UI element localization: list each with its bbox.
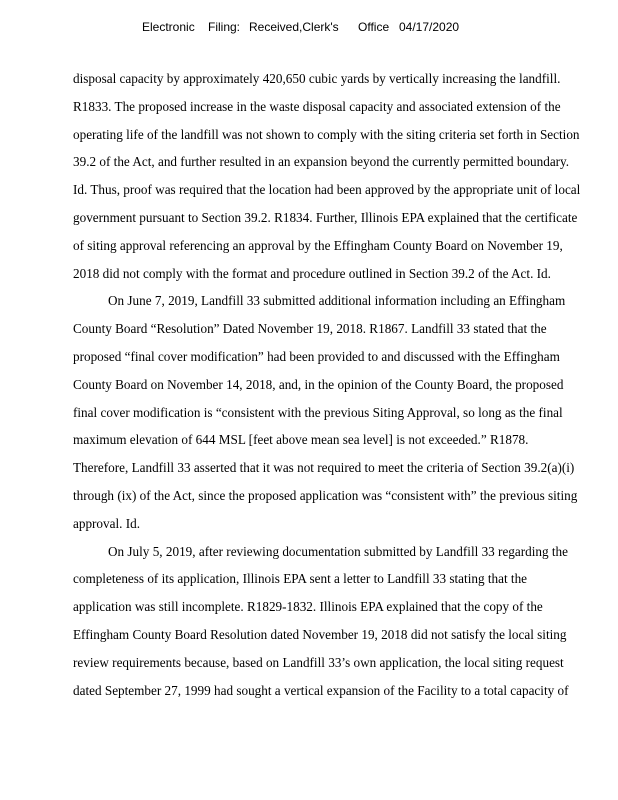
text-line: through (ix) of the Act, since the proposed application was “consistent with” the previous siting	[73, 488, 578, 503]
text-line: County Board on November 14, 2018, and, in the opinion of the County Board, the proposed	[73, 376, 564, 392]
text-line: operating life of the landfill was not shown to comply with the siting criteria set forth in Section	[73, 126, 580, 142]
header-word: Electronic	[142, 20, 195, 34]
text-line: On July 5, 2019, after reviewing documentation submitted by Landfill 33 regarding the	[108, 543, 568, 559]
header-word: Office	[358, 20, 390, 34]
filing-date: 04/17/2020	[399, 20, 460, 34]
text-line: R1833. The proposed increase in the waste disposal capacity and associated extension of the	[73, 98, 561, 114]
text-line: completeness of its application, Illinois EPA sent a letter to Landfill 33 stating that the	[73, 571, 528, 587]
header-word: Filing:	[208, 20, 241, 34]
text-line: County Board “Resolution” Dated November 19, 2018. R1867. Landfill 33 stated that the	[73, 321, 547, 337]
text-line: of siting approval referencing an approval by the Effingham County Board on November 19,	[73, 237, 563, 253]
text-line: Effingham County Board Resolution dated November 19, 2018 did not satisfy the local siting	[73, 627, 567, 642]
text-line: Therefore, Landfill 33 asserted that it was not required to meet the criteria of Section 39.2(a)(i)	[73, 460, 575, 476]
text-line: disposal capacity by approximately 420,650 cubic yards by vertically increasing the landfill.	[73, 71, 561, 86]
text-line: application was still incomplete. R1829-1832. Illinois EPA explained that the copy of the	[73, 599, 543, 615]
text-line: approval. Id.	[73, 515, 141, 531]
text-line: final cover modification is “consistent with the previous Siting Approval, so long as the final	[73, 404, 563, 420]
text-line: maximum elevation of 644 MSL [feet above mean sea level] is not exceeded.” R1878.	[73, 432, 529, 448]
text-line: 2018 did not comply with the format and procedure outlined in Section 39.2 of the Act. Id.	[73, 265, 551, 281]
text-line: review requirements because, based on Landfill 33’s own application, the local siting request	[73, 654, 564, 670]
text-line: On June 7, 2019, Landfill 33 submitted additional information including an Effingham	[108, 293, 566, 309]
text-line: 39.2 of the Act, and further resulted in an expansion beyond the currently permitted boundary.	[73, 154, 570, 170]
header-word: Received,Clerk's	[249, 20, 339, 34]
text-line: dated September 27, 1999 had sought a vertical expansion of the Facility to a total capacity of	[73, 682, 569, 698]
text-line: Id. Thus, proof was required that the location had been approved by the appropriate unit of local	[73, 182, 581, 198]
text-line: proposed “final cover modification” had been provided to and discussed with the Effingham	[73, 349, 560, 364]
text-line: government pursuant to Section 39.2. R1834. Further, Illinois EPA explained that the certificate	[73, 210, 578, 225]
